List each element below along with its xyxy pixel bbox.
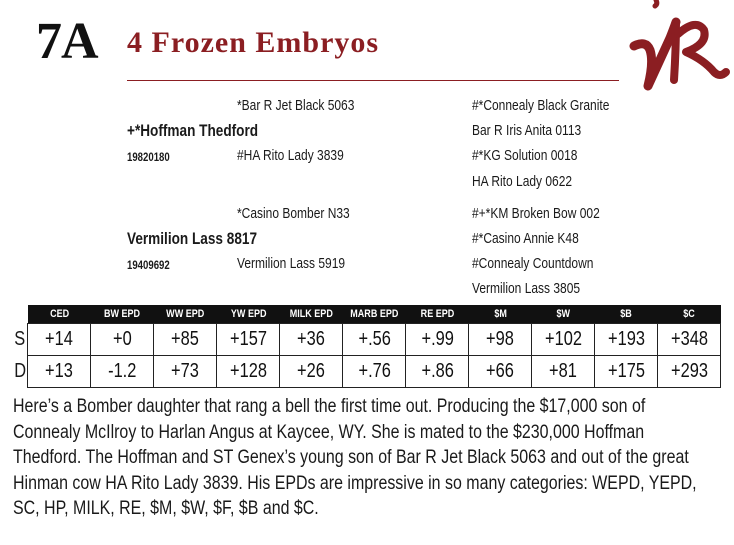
dam-dam-dam: Vermilion Lass 3805 [472,280,581,297]
sire-sire: *Bar R Jet Black 5063 [237,97,355,114]
description-line: SC, HP, MILK, RE, $M, $W, $F, $B and $C. [13,498,319,519]
sire-dam-sire: #*KG Solution 0018 [472,147,578,164]
epd-cell: +193 [595,324,658,356]
epd-cell: +0 [91,324,154,356]
epd-row-dam [13,356,721,388]
sire-dam: #HA Rito Lady 3839 [237,147,344,164]
dam-dam-sire: #Connealy Countdown [472,255,594,272]
lot-number: 7A [36,13,98,70]
epd-cell: +.99 [406,324,469,356]
sire-sire-dam: Bar R Iris Anita 0113 [472,122,582,139]
description-line: Connealy McIlroy to Harlan Angus at Kaycee, WY. She is mated to the $230,000 Hoffman [13,421,645,443]
epd-cell: +85 [154,324,217,356]
description-line: Here’s a Bomber daughter that rang a bell the first time out. Producing the $17,000 son of [13,396,646,417]
epd-cell: +13 [28,356,91,388]
dam-sire: *Casino Bomber N33 [237,205,350,222]
epd-cell: +14 [28,324,91,356]
epd-header: WW EPD [154,305,217,324]
epd-cell: +128 [217,356,280,388]
epd-cell: +.76 [343,356,406,388]
epd-corner [13,305,28,324]
epd-cell: +81 [532,356,595,388]
epd-table [13,305,721,388]
epd-header: MILK EPD [280,305,343,324]
epd-cell: +.56 [343,324,406,356]
sire-sire-sire: #*Connealy Black Granite [472,97,610,114]
sire-reg: 19820180 [127,150,170,164]
epd-cell: +36 [280,324,343,356]
lot-description [13,394,710,522]
dam-sire-sire: #+*KM Broken Bow 002 [472,205,600,222]
epd-header: $C [658,305,721,324]
lot-title: 4 Frozen Embryos [127,26,380,59]
dam-sire-dam: #*Casino Annie K48 [472,230,579,247]
epd-cell: +175 [595,356,658,388]
epd-cell: +293 [658,356,721,388]
description-line: Thedford. The Hoffman and ST Genex’s young son of Bar R Jet Black 5063 and out of the great [13,447,689,468]
epd-header: RE EPD [406,305,469,324]
epd-cell: +102 [532,324,595,356]
description-line: Hinman cow HA Rito Lady 3839. His EPDs are impressive in so many categories: WEPD, YEPD, [13,472,697,494]
epd-header: CED [28,305,91,324]
epd-cell: +26 [280,356,343,388]
epd-row-sire [13,324,721,356]
epd-cell: +157 [217,324,280,356]
epd-header: MARB EPD [343,305,406,324]
epd-header: $B [595,305,658,324]
dam-reg: 19409692 [127,258,170,272]
epd-cell: +348 [658,324,721,356]
dam-name: Vermilion Lass 8817 [127,229,258,248]
brand-logo-icon [626,0,734,95]
epd-header: $M [469,305,532,324]
epd-row-label: D [14,360,27,382]
sire-dam-dam: HA Rito Lady 0622 [472,173,573,190]
epd-row-label: S [14,328,26,350]
epd-header-row [13,305,721,324]
epd-cell: +98 [469,324,532,356]
sire-name: +*Hoffman Thedford [127,121,259,140]
title-divider [127,80,619,81]
epd-cell: +73 [154,356,217,388]
dam-dam: Vermilion Lass 5919 [237,255,346,272]
epd-header: BW EPD [91,305,154,324]
epd-cell: +66 [469,356,532,388]
epd-cell: +.86 [406,356,469,388]
epd-cell: -1.2 [91,356,154,388]
epd-header: YW EPD [217,305,280,324]
epd-header: $W [532,305,595,324]
